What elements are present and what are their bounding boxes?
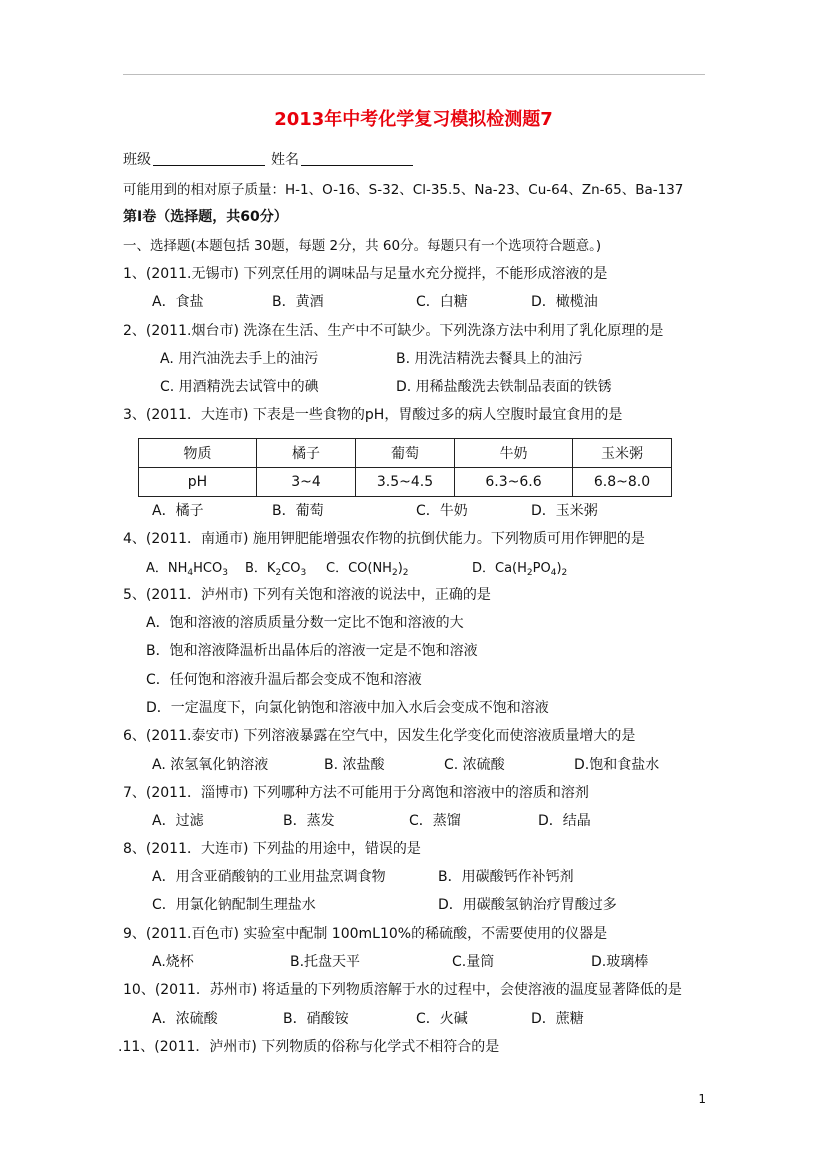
q2-option-a: A. 用汽油洗去手上的油污 (160, 351, 319, 367)
question-2-stem: 2、(2011.烟台市) 洗涤在生活、生产中不可缺少。下列洗涤方法中利用了乳化原理的是 (123, 323, 664, 339)
ph-table-value-row (139, 468, 672, 497)
formula-text: ) (397, 561, 403, 576)
q7-option-a: A．过滤 (152, 813, 204, 829)
q1-option-a: A．食盐 (152, 294, 204, 310)
q5-option-d: D．一定温度下，向氯化钠饱和溶液中加入水后会变成不饱和溶液 (146, 700, 549, 716)
formula-text: HCO (193, 561, 223, 576)
formula-text: B．K (245, 561, 276, 576)
formula-text: A．NH (146, 561, 188, 576)
q1-option-b: B．黄酒 (272, 294, 324, 310)
name-label: 姓名 (271, 152, 299, 168)
q6-option-a: A. 浓氢氧化钠溶液 (152, 757, 269, 773)
question-8-stem: 8、(2011．大连市) 下列盐的用途中，错误的是 (123, 841, 421, 857)
question-9-stem: 9、(2011.百色市) 实验室中配制 100mL10%的稀硫酸，不需要使用的仪器是 (123, 926, 608, 942)
student-info-line (123, 150, 419, 169)
q10-option-a: A．浓硫酸 (152, 1011, 218, 1027)
formula-subscript: 2 (275, 568, 282, 578)
q10-option-b: B．硝酸铵 (283, 1011, 349, 1027)
ph-table-cell: 6.3~6.6 (455, 468, 573, 497)
question-1-stem: 1、(2011.无锡市) 下列烹任用的调味品与足量水充分搅拌，不能形成溶液的是 (123, 266, 608, 282)
q6-option-d: D.饱和食盐水 (574, 757, 660, 773)
formula-subscript: 2 (391, 568, 398, 578)
q9-option-d: D.玻璃棒 (591, 954, 649, 970)
ph-table-cell: 3.5~4.5 (356, 468, 455, 497)
page-number: 1 (698, 1092, 706, 1106)
q7-option-d: D．结晶 (538, 813, 591, 829)
formula-subscript: 2 (402, 568, 409, 578)
formula-text: PO (532, 561, 551, 576)
q8-option-a: A．用含亚硝酸钠的工业用盐烹调食物 (152, 869, 386, 885)
page-title: 2013年中考化学复习模拟检测题7 (274, 109, 553, 130)
name-blank (301, 150, 413, 166)
q5-option-b: B．饱和溶液降温析出晶体后的溶液一定是不饱和溶液 (146, 643, 478, 659)
q2-option-b: B. 用洗洁精洗去餐具上的油污 (396, 351, 583, 367)
question-3-stem: 3、(2011．大连市) 下表是一些食物的pH，胃酸过多的病人空腹时最宜食用的是 (123, 407, 623, 423)
atomic-masses: 可能用到的相对原子质量：H-1、O-16、S-32、Cl-35.5、Na-23、Cu-64、Zn-65、Ba-137 (123, 182, 684, 198)
ph-table-cell: 葡萄 (356, 439, 455, 468)
ph-table-cell: pH (139, 468, 257, 497)
question-7-stem: 7、(2011．淄博市) 下列哪种方法不可能用于分离饱和溶液中的溶质和溶剂 (123, 785, 589, 801)
ph-table (138, 438, 672, 497)
question-4-stem: 4、(2011．南通市) 施用钾肥能增强农作物的抗倒伏能力。下列物质可用作钾肥的是 (123, 531, 645, 547)
q9-option-a: A.烧杯 (152, 954, 194, 970)
question-6-stem: 6、(2011.泰安市) 下列溶液暴露在空气中，因发生化学变化而使溶液质量增大的是 (123, 728, 636, 744)
q7-option-c: C．蒸馏 (409, 813, 461, 829)
ph-table-cell: 牛奶 (455, 439, 573, 468)
q7-option-b: B．蒸发 (283, 813, 335, 829)
ph-table-cell: 6.8~8.0 (573, 468, 672, 497)
section-instructions: 一、选择题(本题包括 30题，每题 2分，共 60分。每题只有一个选项符合题意。) (123, 238, 602, 254)
q3-option-b: B．葡萄 (272, 503, 324, 519)
q9-option-c: C.量筒 (452, 954, 495, 970)
formula-subscript: 2 (526, 568, 533, 578)
question-5-stem: 5、(2011．泸州市) 下列有关饱和溶液的说法中，正确的是 (123, 587, 491, 603)
header-rule (123, 74, 705, 75)
q10-option-d: D．蔗糖 (531, 1011, 584, 1027)
class-blank (153, 150, 265, 166)
q5-option-c: C．任何饱和溶液升温后都会变成不饱和溶液 (146, 672, 422, 688)
q4-option-c (326, 560, 409, 578)
q9-option-b: B.托盘天平 (290, 954, 361, 970)
formula-subscript: 3 (300, 568, 307, 578)
q5-option-a: A．饱和溶液的溶质质量分数一定比不饱和溶液的大 (146, 615, 464, 631)
q8-option-d: D．用碳酸氢钠治疗胃酸过多 (438, 897, 617, 913)
q6-option-b: B. 浓盐酸 (324, 757, 385, 773)
ph-table-cell: 3~4 (257, 468, 356, 497)
ph-table-header-row (139, 439, 672, 468)
q8-option-b: B．用碳酸钙作补钙剂 (438, 869, 574, 885)
q4-option-d (472, 560, 567, 578)
ph-table-cell: 物质 (139, 439, 257, 468)
formula-subscript: 4 (550, 568, 557, 578)
q3-option-d: D．玉米粥 (531, 503, 598, 519)
q3-option-a: A．橘子 (152, 503, 204, 519)
q10-option-c: C．火碱 (416, 1011, 468, 1027)
q4-option-b (245, 560, 306, 578)
formula-text: ) (556, 561, 562, 576)
ph-table-cell: 玉米粥 (573, 439, 672, 468)
q6-option-c: C. 浓硫酸 (444, 757, 505, 773)
ph-table-cell: 橘子 (257, 439, 356, 468)
q2-option-c: C. 用酒精洗去试管中的碘 (160, 379, 319, 395)
q3-option-c: C．牛奶 (416, 503, 468, 519)
formula-subscript: 3 (222, 568, 228, 578)
question-11-stem: .11、(2011．泸州市) 下列物质的俗称与化学式不相符合的是 (118, 1039, 500, 1055)
question-10-stem: 10、(2011．苏州市) 将适量的下列物质溶解于水的过程中，会使溶液的温度显著降低的是 (123, 982, 682, 998)
section-title: 第Ⅰ卷（选择题，共60分） (123, 209, 288, 225)
formula-text: C．CO(NH (326, 561, 392, 576)
q1-option-d: D．橄榄油 (531, 294, 598, 310)
formula-text: CO (281, 561, 301, 576)
q2-option-d: D. 用稀盐酸洗去铁制品表面的铁锈 (396, 379, 612, 395)
formula-subscript: 2 (561, 568, 568, 578)
q4-option-a (146, 560, 228, 578)
q8-option-c: C．用氯化钠配制生理盐水 (152, 897, 316, 913)
formula-text: D．Ca(H (472, 561, 527, 576)
formula-subscript: 4 (187, 568, 194, 578)
q1-option-c: C．白糖 (416, 294, 468, 310)
class-label: 班级 (123, 152, 151, 168)
